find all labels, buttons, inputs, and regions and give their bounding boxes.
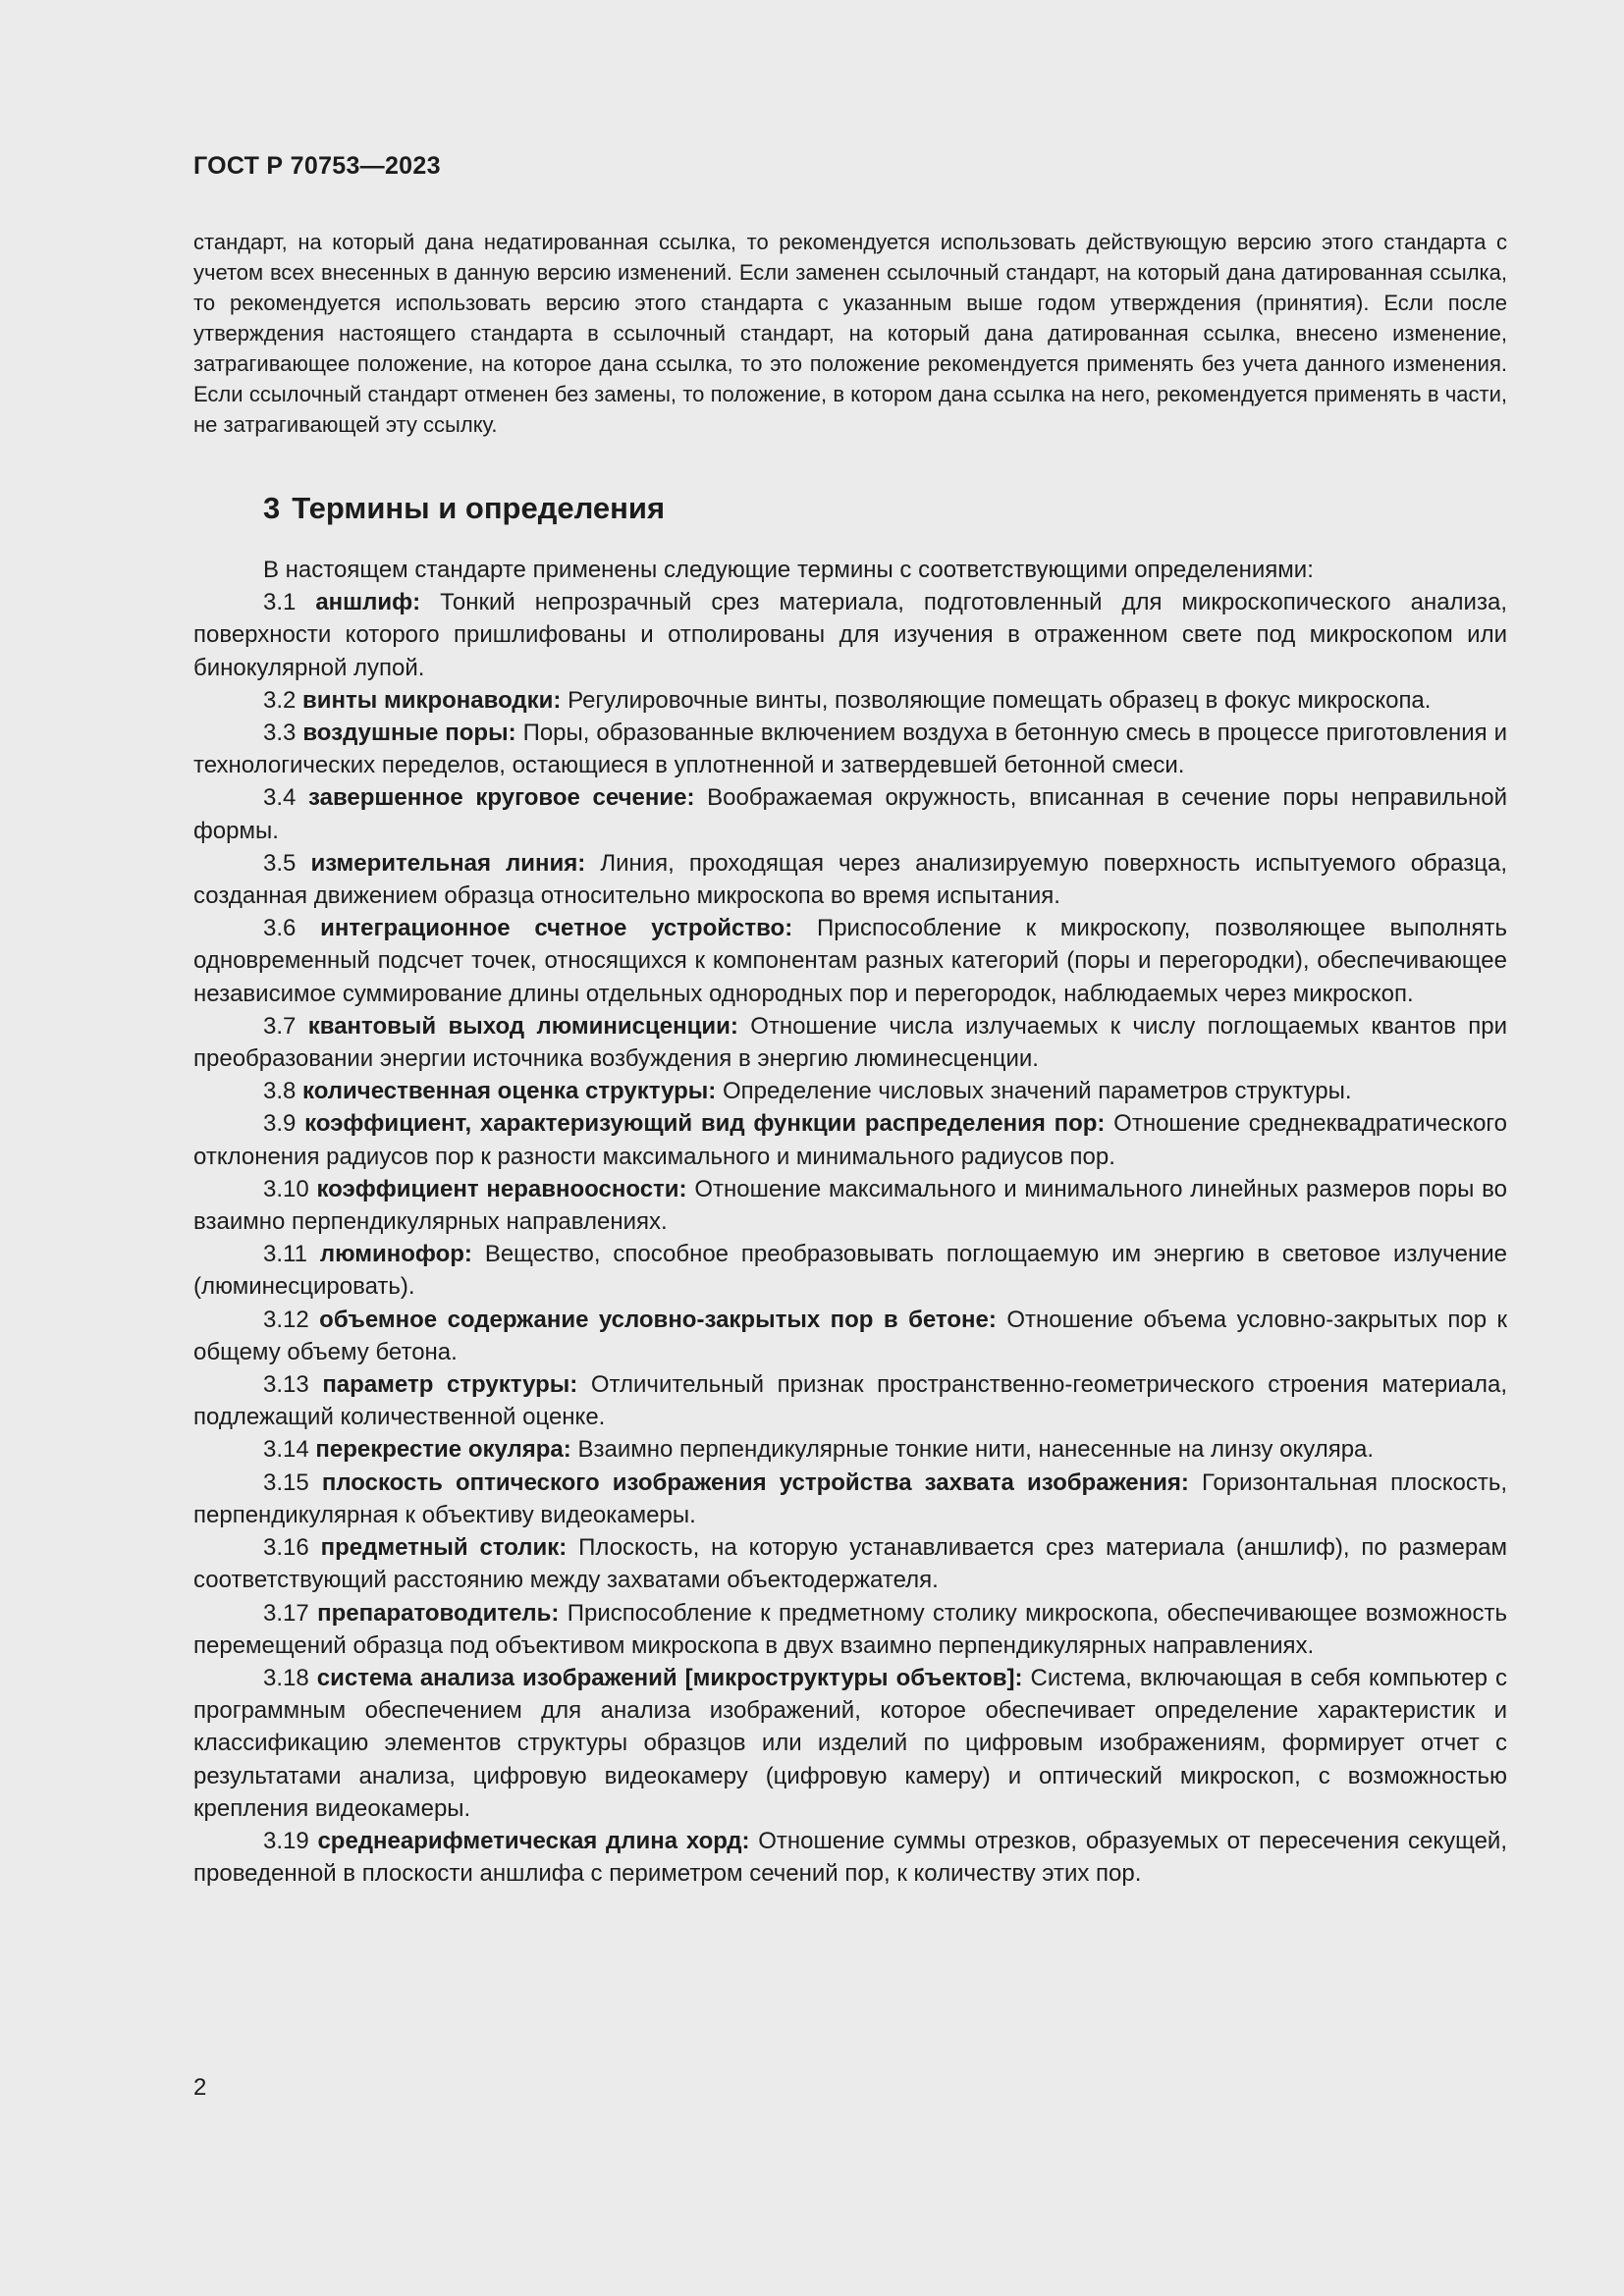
term-entry: [193, 1825, 1507, 1890]
term-entry: [193, 1662, 1507, 1825]
term-entry: [193, 1433, 1507, 1466]
term-entry: [193, 1010, 1507, 1075]
term-definition: Плоскость, на которую устанавливается срез материала (аншлиф), по размерам соответствующий расстоянию между захватами объектодержателя.: [193, 1534, 1508, 1594]
term-name: аншлиф:: [315, 589, 421, 616]
term-entry: [193, 912, 1507, 1010]
term-definition: Отношение среднеквадратического отклонения радиусов пор к разности максимального и минимального радиусов пор.: [193, 1110, 1508, 1170]
term-entry: [193, 1075, 1507, 1107]
term-definition: Приспособление к предметному столику микроскопа, обеспечивающее возможность перемещений образца под объективом микроскопа в двух взаимно перпендикулярных направлениях.: [193, 1599, 1507, 1659]
term-entry: [193, 1467, 1507, 1531]
term-number: 3.4: [263, 784, 297, 812]
term-definition: Тонкий непрозрачный срез материала, подготовленный для микроскопического анализа, поверхности которого пришлифованы и отполированы для изучения в отраженном свете под микроскопом или бинокулярной лупой.: [193, 589, 1507, 681]
term-definition: Взаимно перпендикулярные тонкие нити, нанесенные на линзу окуляра.: [577, 1436, 1375, 1464]
term-name: параметр структуры:: [322, 1371, 578, 1399]
page-number: 2: [193, 2074, 207, 2101]
term-number: 3.12: [263, 1306, 309, 1333]
term-name: система анализа изображений [микроструктуры объектов]:: [316, 1664, 1023, 1691]
term-definition: Отношение объема условно-закрытых пор к общему объему бетона.: [193, 1306, 1508, 1365]
term-number: 3.17: [263, 1599, 309, 1627]
term-definition: Отношение суммы отрезков, образуемых от пересечения секущей, проведенной в плоскости аншлифа с периметром сечений пор, к количеству этих пор.: [193, 1827, 1507, 1888]
term-definition: Горизонтальная плоскость, перпендикулярная к объективу видеокамеры.: [193, 1468, 1508, 1528]
term-name: объемное содержание условно-закрытых пор в бетоне:: [319, 1306, 997, 1333]
term-definition: Вещество, способное преобразовывать поглощаемую им энергию в световое излучение (люминесцировать).: [193, 1241, 1508, 1301]
standard-code: ГОСТ Р 70753—2023: [193, 152, 441, 180]
term-entry: [193, 1173, 1507, 1238]
term-number: 3.3: [263, 720, 297, 747]
term-definition: Приспособление к микроскопу, позволяющее выполнять одновременный подсчет точек, относящихся к компонентам разных категорий (поры и перегородки), обеспечивающее независимое суммирование длины отдельных однородных пор и перегородок, наблюдаемых через микроскоп.: [193, 915, 1508, 1007]
term-entry: [193, 1368, 1507, 1433]
term-name: коэффициент, характеризующий вид функции распределения пор:: [304, 1110, 1106, 1138]
term-number: 3.11: [263, 1241, 307, 1268]
term-entry: [193, 847, 1507, 912]
term-number: 3.19: [263, 1827, 309, 1854]
section-number: 3: [263, 491, 281, 525]
term-entry: [193, 586, 1507, 684]
term-name: перекрестие окуляра:: [315, 1436, 571, 1464]
term-number: 3.5: [263, 849, 297, 877]
term-name: измерительная линия:: [310, 849, 586, 877]
section-lead: В настоящем стандарте применены следующие термины с соответствующими определениями:: [263, 557, 1314, 583]
intro-paragraph: [193, 227, 1507, 440]
term-definition: Отличительный признак пространственно-геометрического строения материала, подлежащий количественной оценке.: [193, 1371, 1508, 1431]
term-entry: [193, 1238, 1507, 1303]
term-definition: Отношение числа излучаемых к числу поглощаемых квантов при преобразовании энергии источника возбуждения в энергию люминесценции.: [193, 1012, 1507, 1073]
term-name: квантовый выход люминисценции:: [307, 1012, 738, 1040]
term-number: 3.2: [263, 686, 297, 714]
term-number: 3.14: [263, 1436, 309, 1464]
term-entry: [193, 1531, 1507, 1596]
term-definition: Регулировочные винты, позволяющие помещать образец в фокус микроскопа.: [568, 686, 1432, 714]
term-name: воздушные поры:: [302, 720, 516, 747]
term-number: 3.10: [263, 1175, 309, 1202]
term-name: завершенное круговое сечение:: [308, 784, 695, 812]
section-heading: [263, 491, 665, 526]
term-number: 3.1: [263, 589, 297, 616]
term-number: 3.16: [263, 1534, 309, 1562]
term-number: 3.9: [263, 1110, 297, 1138]
term-number: 3.6: [263, 915, 297, 942]
term-name: интеграционное счетное устройство:: [320, 915, 793, 942]
term-definition: Линия, проходящая через анализируемую поверхность испытуемого образца, созданная движением образца относительно микроскопа во время испытания.: [193, 849, 1507, 910]
intro-text: стандарт, на который дана недатированная ссылка, то рекомендуется использовать действующую версию этого стандарта с учетом всех внесенных в данную версию изменений. Если заменен ссылочный стандарт, на который дана датированная ссылка, то рекомендуется использовать версию этого стандарта с указанным выше годом утверждения (принятия). Если после утверждения настоящего стандарта в ссылочный стандарт, на который дана датированная ссылка, внесено изменение, затрагивающее положение, на которое дана ссылка, то это положение рекомендуется применять без учета данного изменения. Если ссылочный стандарт отменен без замены, то положение, в котором дана ссылка на него, рекомендуется применять в части, не затрагивающей эту ссылку.: [193, 230, 1507, 437]
term-definition: Система, включающая в себя компьютер с программным обеспечением для анализа изображений, которое обеспечивает определение характеристик и классификацию элементов структуры образцов или изделий по цифровым изображениям, формирует отчет с результатами анализа, цифровую видеокамеру (цифровую камеру) и оптический микроскоп, с возможностью крепления видеокамеры.: [193, 1664, 1508, 1822]
term-definition: Воображаемая окружность, вписанная в сечение поры неправильной формы.: [193, 784, 1507, 844]
term-definition: Определение числовых значений параметров структуры.: [722, 1078, 1352, 1105]
term-entry: [193, 1597, 1507, 1662]
term-entry: [193, 1304, 1507, 1368]
section-title: Термины и определения: [292, 491, 666, 525]
term-number: 3.7: [263, 1012, 297, 1040]
term-name: предметный столик:: [320, 1534, 568, 1562]
term-name: коэффициент неравноосности:: [316, 1175, 687, 1202]
term-name: люминофор:: [319, 1241, 472, 1268]
term-entry: [193, 717, 1507, 781]
term-entry: [193, 1107, 1507, 1172]
term-number: 3.18: [263, 1664, 309, 1691]
terms-list: [193, 554, 1507, 1890]
term-definition: Поры, образованные включением воздуха в бетонную смесь в процессе приготовления и технологических переделов, остающиеся в уплотненной и затвердевшей бетонной смеси.: [193, 720, 1508, 779]
term-number: 3.8: [263, 1078, 297, 1105]
term-number: 3.13: [263, 1371, 309, 1399]
term-number: 3.15: [263, 1468, 309, 1496]
term-definition: Отношение максимального и минимального линейных размеров поры во взаимно перпендикулярных направлениях.: [193, 1175, 1507, 1236]
term-entry: [193, 781, 1507, 846]
term-name: плоскость оптического изображения устройства захвата изображения:: [321, 1468, 1189, 1496]
term-name: препаратоводитель:: [317, 1599, 560, 1627]
term-entry: [193, 684, 1507, 717]
term-name: среднеарифметическая длина хорд:: [317, 1827, 750, 1854]
term-name: винты микронаводки:: [302, 686, 562, 714]
term-name: количественная оценка структуры:: [302, 1078, 717, 1105]
